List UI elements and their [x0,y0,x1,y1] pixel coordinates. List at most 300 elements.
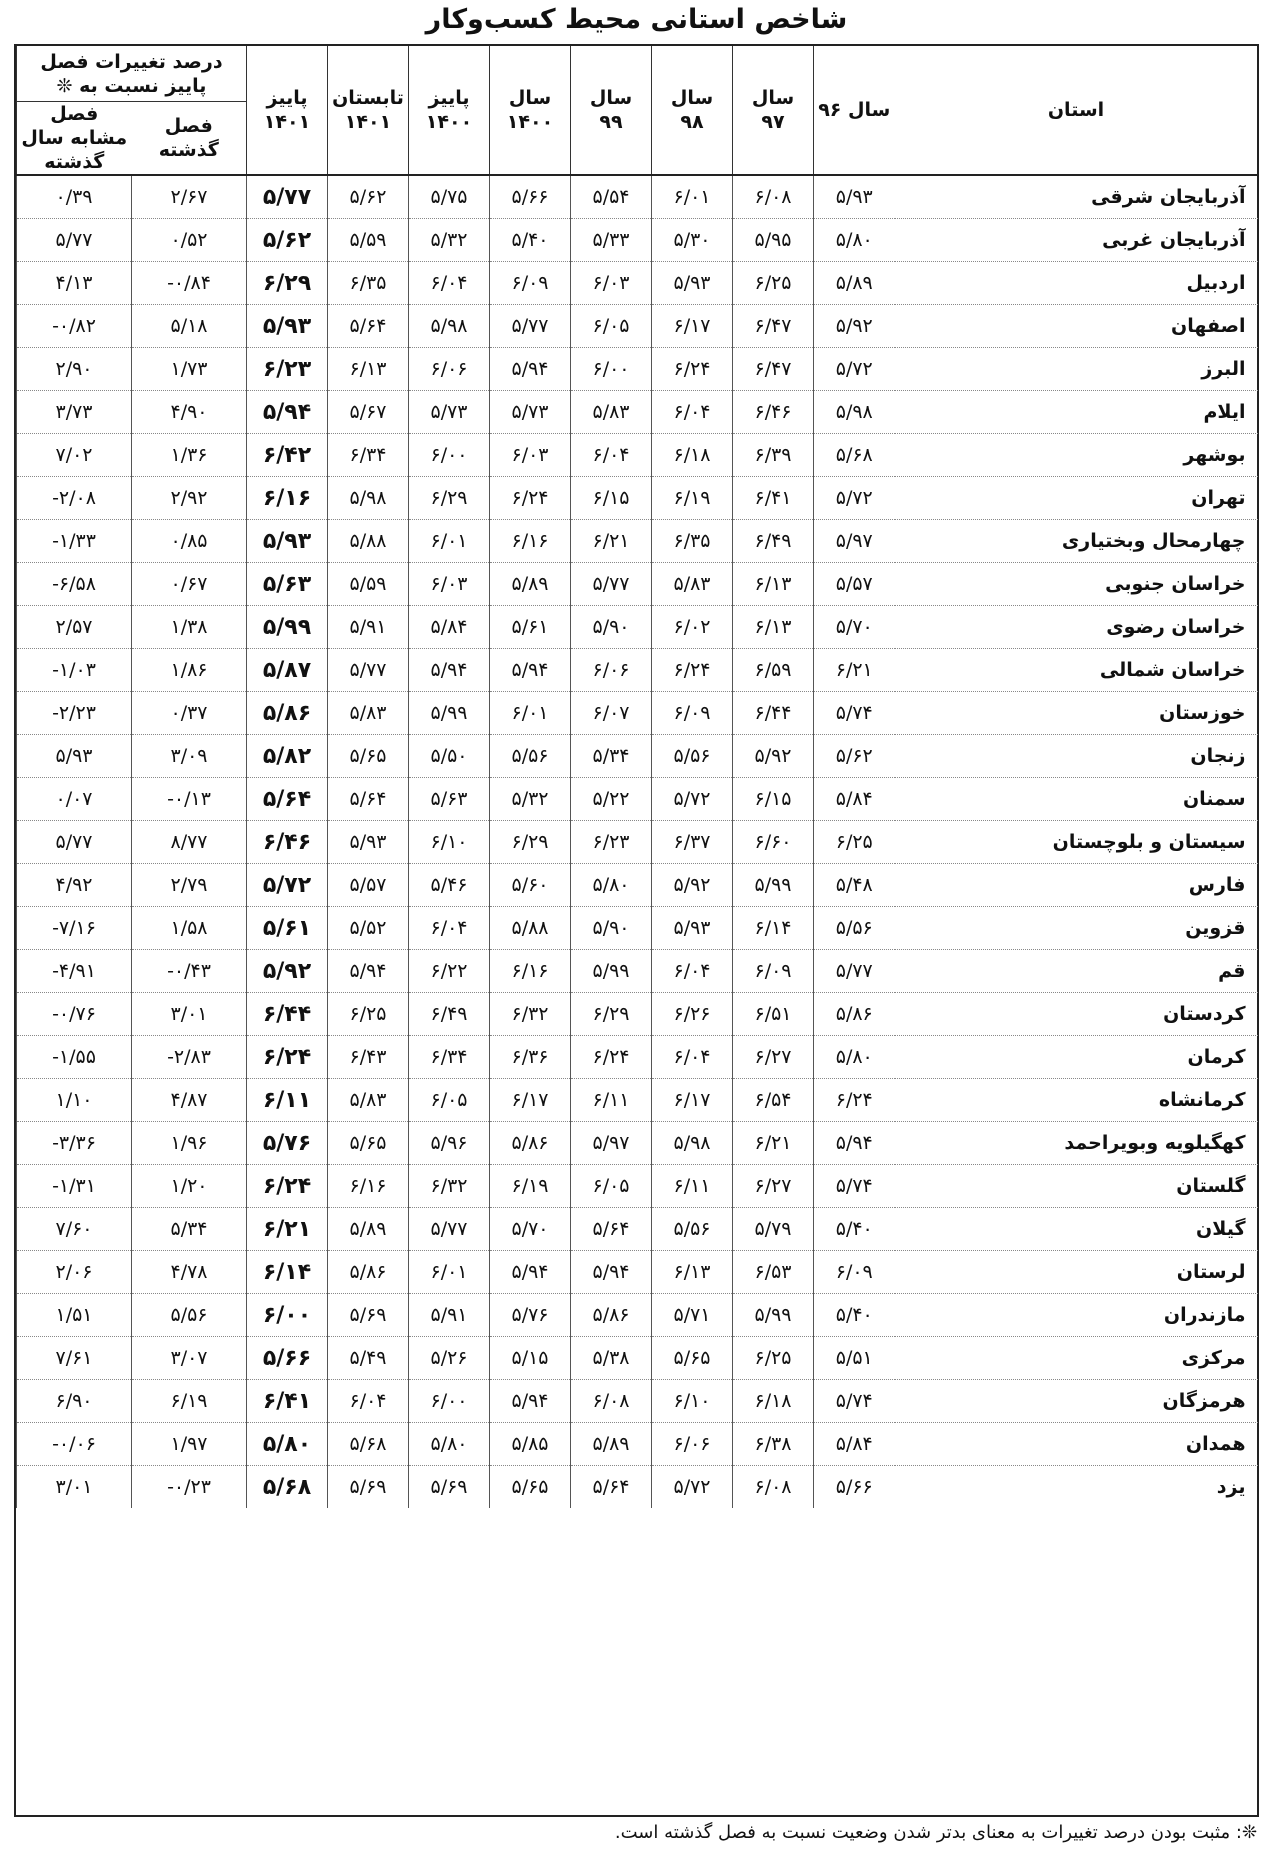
cell-summer-1401: ۵/۶۲ [328,175,409,219]
cell-year-96: ۵/۶۲ [814,735,895,778]
cell-change-last-season: -۰/۴۳ [132,950,247,993]
cell-year-1400: ۵/۱۵ [490,1337,571,1380]
cell-year-97: ۵/۷۹ [733,1208,814,1251]
cell-autumn-1401: ۵/۷۲ [247,864,328,907]
table-row [17,606,1258,649]
cell-year-99: ۶/۲۹ [571,993,652,1036]
cell-year-99: ۵/۶۴ [571,1208,652,1251]
cell-year-98: ۵/۵۶ [652,735,733,778]
cell-year-96: ۵/۴۰ [814,1208,895,1251]
cell-year-98: ۵/۷۲ [652,1466,733,1509]
cell-year-98: ۶/۱۹ [652,477,733,520]
cell-year-1400: ۶/۱۶ [490,950,571,993]
cell-autumn-1401: ۶/۱۱ [247,1079,328,1122]
cell-change-same-season: -۷/۱۶ [17,907,132,950]
cell-year-1400: ۵/۹۴ [490,1380,571,1423]
cell-year-99: ۵/۹۷ [571,1122,652,1165]
cell-change-last-season: -۰/۱۳ [132,778,247,821]
cell-province: اصفهان [895,305,1258,348]
cell-year-97: ۶/۰۸ [733,1466,814,1509]
cell-change-last-season: ۰/۳۷ [132,692,247,735]
header-province: استان [895,46,1258,175]
cell-province: مرکزی [895,1337,1258,1380]
cell-year-1400: ۶/۳۶ [490,1036,571,1079]
cell-year-96: ۵/۹۴ [814,1122,895,1165]
cell-autumn-1401: ۵/۹۳ [247,305,328,348]
cell-year-1400: ۵/۷۷ [490,305,571,348]
cell-change-same-season: ۵/۷۷ [17,219,132,262]
cell-year-97: ۶/۱۸ [733,1380,814,1423]
table-row [17,993,1258,1036]
cell-change-same-season: -۳/۳۶ [17,1122,132,1165]
cell-year-98: ۵/۹۲ [652,864,733,907]
cell-change-last-season: ۵/۱۸ [132,305,247,348]
cell-change-last-season: ۵/۵۶ [132,1294,247,1337]
cell-province: تهران [895,477,1258,520]
cell-year-98: ۶/۱۷ [652,1079,733,1122]
cell-autumn-1400: ۵/۷۵ [409,175,490,219]
cell-change-same-season: ۱/۵۱ [17,1294,132,1337]
cell-year-97: ۶/۵۳ [733,1251,814,1294]
table-row [17,1337,1258,1380]
cell-year-1400: ۵/۷۶ [490,1294,571,1337]
cell-autumn-1400: ۵/۴۶ [409,864,490,907]
cell-autumn-1401: ۵/۸۲ [247,735,328,778]
cell-change-last-season: ۲/۹۲ [132,477,247,520]
cell-year-99: ۵/۲۲ [571,778,652,821]
cell-province: کرمان [895,1036,1258,1079]
cell-year-99: ۵/۶۴ [571,1466,652,1509]
cell-year-98: ۶/۰۹ [652,692,733,735]
cell-year-97: ۶/۵۱ [733,993,814,1036]
cell-autumn-1400: ۶/۰۳ [409,563,490,606]
cell-autumn-1400: ۵/۶۹ [409,1466,490,1509]
cell-province: زنجان [895,735,1258,778]
cell-year-97: ۶/۱۳ [733,563,814,606]
header-same-season-last-year: فصل مشابه سال گذشته [17,102,132,176]
cell-year-98: ۶/۱۱ [652,1165,733,1208]
cell-autumn-1400: ۶/۰۱ [409,1251,490,1294]
cell-year-1400: ۵/۶۱ [490,606,571,649]
cell-year-99: ۵/۳۸ [571,1337,652,1380]
cell-year-98: ۶/۲۴ [652,649,733,692]
cell-province: آذربایجان غربی [895,219,1258,262]
cell-province: هرمزگان [895,1380,1258,1423]
cell-change-same-season: ۳/۷۳ [17,391,132,434]
table-row [17,692,1258,735]
cell-autumn-1401: ۵/۹۴ [247,391,328,434]
cell-change-same-season: -۲/۲۳ [17,692,132,735]
cell-change-same-season: ۵/۹۳ [17,735,132,778]
cell-autumn-1400: ۵/۸۰ [409,1423,490,1466]
cell-autumn-1400: ۶/۰۰ [409,434,490,477]
cell-year-1400: ۶/۰۱ [490,692,571,735]
cell-autumn-1400: ۶/۰۶ [409,348,490,391]
cell-province: خوزستان [895,692,1258,735]
cell-summer-1401: ۵/۷۷ [328,649,409,692]
cell-change-same-season: ۲/۵۷ [17,606,132,649]
cell-autumn-1400: ۶/۰۱ [409,520,490,563]
cell-year-97: ۶/۴۱ [733,477,814,520]
cell-summer-1401: ۶/۰۴ [328,1380,409,1423]
cell-year-98: ۵/۶۵ [652,1337,733,1380]
cell-change-same-season: ۲/۹۰ [17,348,132,391]
cell-year-96: ۵/۷۴ [814,1380,895,1423]
cell-year-96: ۵/۹۸ [814,391,895,434]
cell-year-1400: ۵/۴۰ [490,219,571,262]
cell-province: خراسان شمالی [895,649,1258,692]
cell-year-97: ۶/۲۷ [733,1036,814,1079]
cell-year-98: ۵/۷۱ [652,1294,733,1337]
cell-year-98: ۶/۰۴ [652,391,733,434]
header-last-season: فصل گذشته [132,102,247,176]
cell-change-last-season: ۰/۵۲ [132,219,247,262]
cell-year-1400: ۶/۱۶ [490,520,571,563]
cell-year-98: ۶/۱۰ [652,1380,733,1423]
cell-year-98: ۵/۵۶ [652,1208,733,1251]
cell-year-97: ۶/۲۵ [733,1337,814,1380]
table-body [17,175,1258,1508]
header-year-97: سال ۹۷ [733,46,814,175]
cell-year-99: ۵/۹۴ [571,1251,652,1294]
cell-year-99: ۵/۳۴ [571,735,652,778]
cell-province: گلستان [895,1165,1258,1208]
cell-year-97: ۶/۲۱ [733,1122,814,1165]
table-row [17,219,1258,262]
table-row [17,1079,1258,1122]
cell-change-same-season: -۲/۰۸ [17,477,132,520]
cell-province: کهگیلویه وبویراحمد [895,1122,1258,1165]
cell-year-1400: ۵/۶۶ [490,175,571,219]
table-row [17,348,1258,391]
cell-year-97: ۶/۰۹ [733,950,814,993]
cell-change-same-season: ۷/۶۰ [17,1208,132,1251]
cell-year-97: ۶/۴۴ [733,692,814,735]
cell-year-97: ۶/۵۴ [733,1079,814,1122]
cell-year-96: ۵/۸۹ [814,262,895,305]
cell-summer-1401: ۵/۵۷ [328,864,409,907]
cell-summer-1401: ۵/۹۸ [328,477,409,520]
cell-province: گیلان [895,1208,1258,1251]
header-year-98: سال ۹۸ [652,46,733,175]
cell-autumn-1401: ۵/۹۹ [247,606,328,649]
cell-year-96: ۶/۲۴ [814,1079,895,1122]
cell-change-last-season: ۰/۶۷ [132,563,247,606]
cell-autumn-1401: ۵/۶۸ [247,1466,328,1509]
cell-summer-1401: ۵/۶۹ [328,1294,409,1337]
header-year-96: سال ۹۶ [814,46,895,175]
cell-year-96: ۵/۴۰ [814,1294,895,1337]
cell-year-99: ۶/۰۷ [571,692,652,735]
cell-change-last-season: -۰/۸۴ [132,262,247,305]
cell-autumn-1401: ۵/۷۷ [247,175,328,219]
cell-province: مازندران [895,1294,1258,1337]
cell-year-97: ۶/۱۳ [733,606,814,649]
cell-year-1400: ۵/۷۰ [490,1208,571,1251]
cell-year-99: ۵/۸۶ [571,1294,652,1337]
cell-year-1400: ۵/۵۶ [490,735,571,778]
cell-summer-1401: ۶/۱۳ [328,348,409,391]
cell-summer-1401: ۵/۵۲ [328,907,409,950]
cell-year-96: ۵/۸۴ [814,1423,895,1466]
cell-summer-1401: ۶/۱۶ [328,1165,409,1208]
cell-year-96: ۶/۲۱ [814,649,895,692]
cell-year-99: ۶/۱۵ [571,477,652,520]
cell-year-1400: ۵/۳۲ [490,778,571,821]
cell-summer-1401: ۵/۸۸ [328,520,409,563]
cell-year-97: ۶/۴۷ [733,348,814,391]
cell-year-97: ۵/۹۹ [733,1294,814,1337]
cell-province: سیستان و بلوچستان [895,821,1258,864]
cell-year-96: ۵/۸۰ [814,1036,895,1079]
cell-province: چهارمحال وبختیاری [895,520,1258,563]
table-row [17,778,1258,821]
cell-year-99: ۵/۸۹ [571,1423,652,1466]
cell-autumn-1400: ۵/۲۶ [409,1337,490,1380]
cell-change-last-season: ۲/۶۷ [132,175,247,219]
cell-year-1400: ۶/۰۹ [490,262,571,305]
cell-change-same-season: ۱/۱۰ [17,1079,132,1122]
cell-autumn-1400: ۵/۹۱ [409,1294,490,1337]
cell-change-last-season: ۱/۲۰ [132,1165,247,1208]
cell-change-same-season: -۰/۰۶ [17,1423,132,1466]
cell-autumn-1401: ۶/۱۴ [247,1251,328,1294]
cell-change-same-season: ۲/۰۶ [17,1251,132,1294]
cell-province: ایلام [895,391,1258,434]
cell-summer-1401: ۵/۴۹ [328,1337,409,1380]
cell-year-98: ۵/۸۳ [652,563,733,606]
cell-summer-1401: ۵/۶۵ [328,735,409,778]
cell-autumn-1401: ۵/۹۳ [247,520,328,563]
cell-autumn-1400: ۵/۶۳ [409,778,490,821]
cell-autumn-1400: ۶/۲۲ [409,950,490,993]
cell-change-last-season: ۰/۸۵ [132,520,247,563]
cell-autumn-1401: ۶/۲۳ [247,348,328,391]
cell-year-99: ۶/۰۵ [571,305,652,348]
cell-change-same-season: ۰/۳۹ [17,175,132,219]
cell-year-96: ۵/۷۴ [814,692,895,735]
header-year-1400: سال ۱۴۰۰ [490,46,571,175]
cell-year-97: ۵/۹۲ [733,735,814,778]
cell-province: سمنان [895,778,1258,821]
cell-change-same-season: -۴/۹۱ [17,950,132,993]
cell-year-98: ۶/۲۴ [652,348,733,391]
cell-change-same-season: ۳/۰۱ [17,1466,132,1509]
cell-year-97: ۵/۹۹ [733,864,814,907]
cell-summer-1401: ۵/۹۴ [328,950,409,993]
cell-autumn-1401: ۶/۰۰ [247,1294,328,1337]
cell-year-97: ۶/۳۹ [733,434,814,477]
cell-province: خراسان جنوبی [895,563,1258,606]
cell-change-last-season: ۴/۸۷ [132,1079,247,1122]
cell-year-97: ۶/۲۷ [733,1165,814,1208]
cell-change-same-season: ۶/۹۰ [17,1380,132,1423]
cell-province: لرستان [895,1251,1258,1294]
cell-year-99: ۶/۰۴ [571,434,652,477]
table-row [17,477,1258,520]
table-row [17,175,1258,219]
cell-autumn-1400: ۶/۰۵ [409,1079,490,1122]
cell-change-same-season: ۷/۰۲ [17,434,132,477]
cell-year-96: ۵/۸۴ [814,778,895,821]
cell-change-last-season: ۱/۳۸ [132,606,247,649]
cell-year-97: ۶/۳۸ [733,1423,814,1466]
cell-change-last-season: ۳/۰۱ [132,993,247,1036]
cell-year-1400: ۵/۸۸ [490,907,571,950]
cell-summer-1401: ۶/۲۵ [328,993,409,1036]
cell-autumn-1401: ۶/۲۴ [247,1036,328,1079]
cell-year-1400: ۵/۸۹ [490,563,571,606]
cell-change-same-season: -۱/۰۳ [17,649,132,692]
cell-summer-1401: ۵/۶۷ [328,391,409,434]
table-row [17,1380,1258,1423]
cell-year-98: ۶/۱۸ [652,434,733,477]
cell-year-98: ۶/۱۷ [652,305,733,348]
header-summer-1401: تابستان ۱۴۰۱ [328,46,409,175]
cell-summer-1401: ۵/۹۱ [328,606,409,649]
cell-year-99: ۶/۰۶ [571,649,652,692]
cell-year-96: ۵/۷۲ [814,348,895,391]
cell-year-1400: ۶/۱۷ [490,1079,571,1122]
table-row [17,821,1258,864]
cell-change-last-season: ۵/۳۴ [132,1208,247,1251]
cell-change-last-season: ۸/۷۷ [132,821,247,864]
cell-year-1400: ۶/۳۲ [490,993,571,1036]
cell-change-last-season: ۴/۷۸ [132,1251,247,1294]
cell-change-same-season: -۱/۳۱ [17,1165,132,1208]
cell-year-98: ۵/۷۲ [652,778,733,821]
cell-autumn-1401: ۵/۸۰ [247,1423,328,1466]
change-group-header: درصد تغییرات فصل پاییز نسبت به ❊ [17,46,247,102]
cell-year-99: ۶/۰۳ [571,262,652,305]
header-autumn-1401: پاییز ۱۴۰۱ [247,46,328,175]
cell-year-96: ۵/۴۸ [814,864,895,907]
table-row [17,649,1258,692]
cell-change-same-season: ۷/۶۱ [17,1337,132,1380]
cell-year-1400: ۶/۲۴ [490,477,571,520]
cell-year-96: ۵/۸۶ [814,993,895,1036]
cell-province: قم [895,950,1258,993]
cell-year-96: ۵/۹۷ [814,520,895,563]
cell-autumn-1401: ۶/۴۲ [247,434,328,477]
header-year-99: سال ۹۹ [571,46,652,175]
cell-autumn-1400: ۶/۲۹ [409,477,490,520]
cell-province: قزوین [895,907,1258,950]
cell-year-98: ۶/۱۳ [652,1251,733,1294]
cell-autumn-1401: ۵/۸۶ [247,692,328,735]
cell-autumn-1401: ۶/۲۱ [247,1208,328,1251]
cell-change-same-season: ۴/۱۳ [17,262,132,305]
table-row [17,1122,1258,1165]
cell-year-1400: ۵/۸۶ [490,1122,571,1165]
cell-autumn-1400: ۶/۳۲ [409,1165,490,1208]
table-row [17,391,1258,434]
cell-year-1400: ۵/۹۴ [490,1251,571,1294]
cell-change-last-season: ۱/۳۶ [132,434,247,477]
cell-change-last-season: ۱/۵۸ [132,907,247,950]
cell-autumn-1400: ۵/۵۰ [409,735,490,778]
cell-summer-1401: ۵/۶۴ [328,778,409,821]
cell-year-97: ۶/۱۵ [733,778,814,821]
cell-summer-1401: ۵/۵۹ [328,563,409,606]
table-row [17,864,1258,907]
cell-autumn-1401: ۵/۶۲ [247,219,328,262]
cell-year-98: ۵/۳۰ [652,219,733,262]
page-title: شاخص استانی محیط کسب‌وکار [425,4,848,35]
cell-change-last-season: ۴/۹۰ [132,391,247,434]
cell-year-99: ۶/۲۴ [571,1036,652,1079]
cell-autumn-1400: ۵/۷۷ [409,1208,490,1251]
table-row [17,1165,1258,1208]
cell-year-96: ۵/۶۶ [814,1466,895,1509]
cell-change-same-season: ۴/۹۲ [17,864,132,907]
cell-change-same-season: ۵/۷۷ [17,821,132,864]
cell-summer-1401: ۵/۸۹ [328,1208,409,1251]
cell-change-last-season: ۱/۷۳ [132,348,247,391]
cell-year-97: ۶/۴۹ [733,520,814,563]
cell-summer-1401: ۵/۶۹ [328,1466,409,1509]
cell-autumn-1401: ۵/۶۱ [247,907,328,950]
cell-change-same-season: -۶/۵۸ [17,563,132,606]
table-row [17,907,1258,950]
table-row [17,1294,1258,1337]
cell-year-1400: ۵/۹۴ [490,649,571,692]
cell-year-96: ۵/۵۱ [814,1337,895,1380]
cell-province: خراسان رضوی [895,606,1258,649]
cell-province: همدان [895,1423,1258,1466]
table-row [17,1251,1258,1294]
cell-year-1400: ۵/۹۴ [490,348,571,391]
cell-autumn-1400: ۵/۹۴ [409,649,490,692]
cell-year-98: ۶/۰۴ [652,1036,733,1079]
cell-year-99: ۵/۸۰ [571,864,652,907]
table-row [17,1466,1258,1509]
cell-change-last-season: ۳/۰۷ [132,1337,247,1380]
cell-year-97: ۵/۹۵ [733,219,814,262]
cell-summer-1401: ۵/۸۳ [328,1079,409,1122]
cell-year-99: ۶/۲۳ [571,821,652,864]
cell-autumn-1401: ۶/۲۴ [247,1165,328,1208]
cell-year-98: ۶/۰۶ [652,1423,733,1466]
cell-summer-1401: ۵/۸۳ [328,692,409,735]
cell-year-99: ۵/۸۳ [571,391,652,434]
cell-year-99: ۶/۰۰ [571,348,652,391]
cell-autumn-1400: ۵/۹۸ [409,305,490,348]
cell-change-last-season: ۱/۹۶ [132,1122,247,1165]
cell-province: یزد [1216,1476,1246,1498]
cell-year-1400: ۵/۷۳ [490,391,571,434]
cell-summer-1401: ۶/۳۵ [328,262,409,305]
cell-summer-1401: ۵/۹۳ [328,821,409,864]
cell-year-98: ۵/۹۳ [652,907,733,950]
cell-autumn-1400: ۶/۰۴ [409,907,490,950]
cell-change-last-season: ۳/۰۹ [132,735,247,778]
cell-change-last-season: ۲/۷۹ [132,864,247,907]
cell-province: اردبیل [895,262,1258,305]
cell-change-same-season: -۰/۸۲ [17,305,132,348]
cell-autumn-1400: ۶/۳۴ [409,1036,490,1079]
cell-change-last-season: -۲/۸۳ [132,1036,247,1079]
cell-year-98: ۵/۹۳ [652,262,733,305]
table-row [17,305,1258,348]
cell-year-1400: ۵/۶۵ [490,1466,571,1509]
cell-autumn-1400: ۶/۰۴ [409,262,490,305]
cell-year-97: ۶/۴۷ [733,305,814,348]
cell-province: کرمانشاه [895,1079,1258,1122]
footnote: ❊: مثبت بودن درصد تغییرات به معنای بدتر شدن وضعیت نسبت به فصل گذشته است. [614,1822,1257,1843]
cell-year-97: ۶/۰۸ [733,175,814,219]
cell-year-1400: ۵/۸۵ [490,1423,571,1466]
